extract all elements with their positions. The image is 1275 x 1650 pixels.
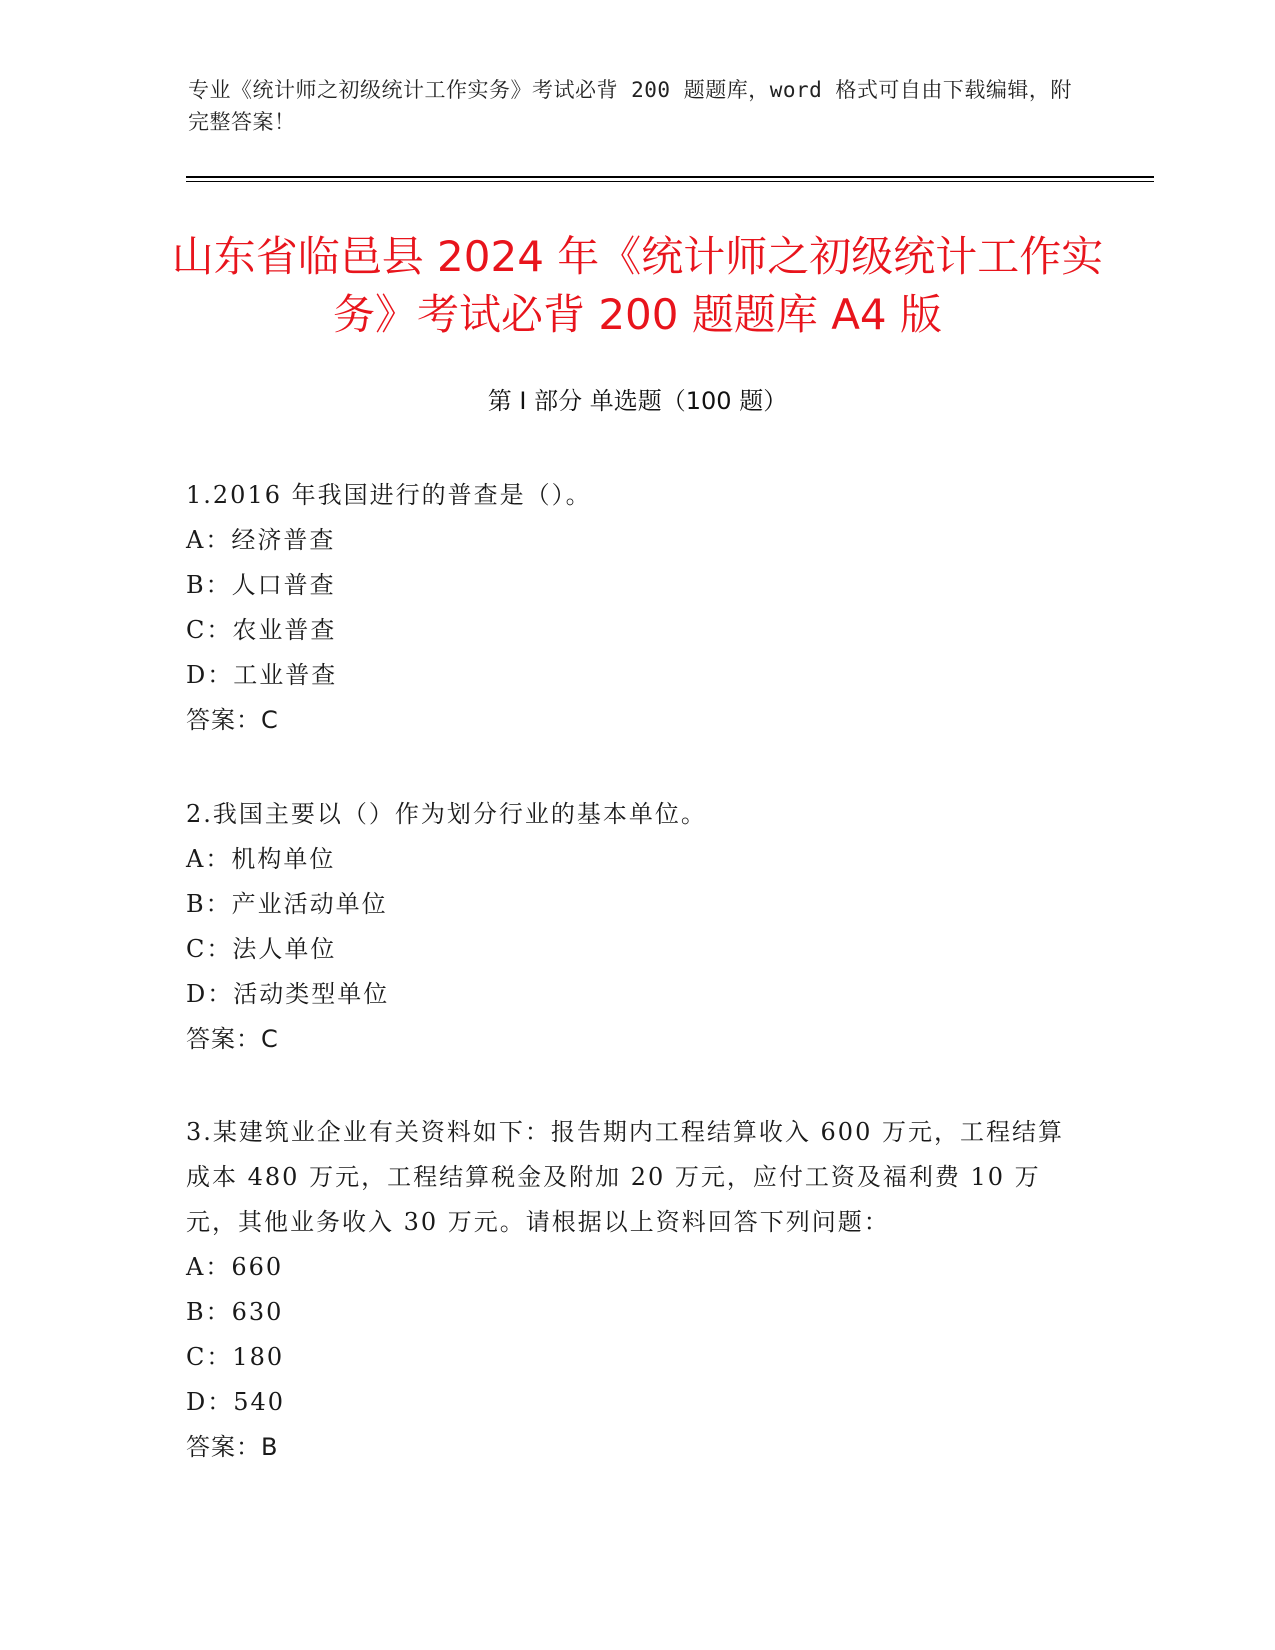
question-stem: 3.某建筑业企业有关资料如下：报告期内工程结算收入 600 万元，工程结算成本 480 万元，工程结算税金及附加 20 万元，应付工资及福利费 10 万元，其他业务收入 30 万元。请根据以上资料回答下列问题： — [186, 1118, 1064, 1236]
option-a: A：660 — [186, 1253, 284, 1281]
question-stem: 1.2016 年我国进行的普查是（）。 — [186, 481, 592, 509]
option-d: D：工业普查 — [186, 661, 338, 689]
section-heading: 第 I 部分 单选题（100 题） — [487, 387, 788, 415]
option-d: D：活动类型单位 — [186, 980, 390, 1008]
option-b: B：人口普查 — [186, 571, 336, 599]
document-title: 山东省临邑县 2024 年《统计师之初级统计工作实务》考试必背 200 题题库 A4 版 — [171, 232, 1104, 339]
option-c: C：农业普查 — [186, 616, 337, 644]
question-2 — [186, 792, 1076, 1062]
question-1 — [186, 473, 1076, 743]
question-stem: 2.我国主要以（）作为划分行业的基本单位。 — [186, 800, 707, 828]
option-c: C：法人单位 — [186, 935, 337, 963]
option-d: D：540 — [186, 1388, 286, 1416]
question-3 — [186, 1110, 1076, 1470]
option-a: A：机构单位 — [186, 845, 336, 873]
option-c: C：180 — [186, 1343, 285, 1371]
answer: 答案：C — [186, 706, 279, 734]
header-note: 专业《统计师之初级统计工作实务》考试必背 200 题题库，word 格式可自由下载编辑，附完整答案！ — [188, 78, 1072, 134]
header-divider-thick — [186, 176, 1154, 178]
answer: 答案：C — [186, 1025, 279, 1053]
header-divider-thin — [186, 181, 1154, 182]
option-b: B：630 — [186, 1298, 284, 1326]
option-a: A：经济普查 — [186, 526, 336, 554]
answer: 答案：B — [186, 1433, 279, 1461]
option-b: B：产业活动单位 — [186, 890, 388, 918]
